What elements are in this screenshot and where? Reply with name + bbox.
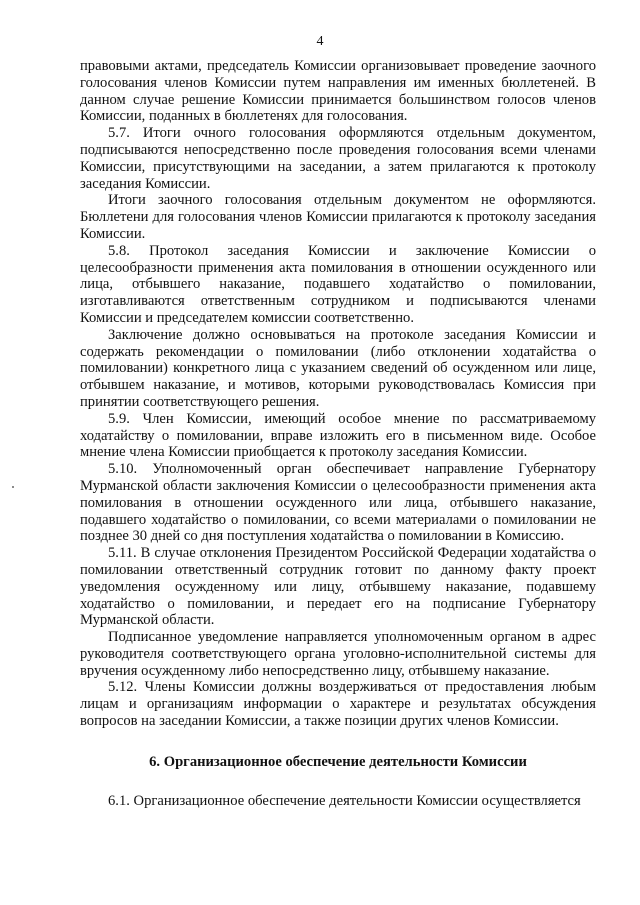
paragraph-5-9: 5.9. Член Комиссии, имеющий особое мнение по рассматриваемому ходатайству о помиловании, вправе изложить его в письменном виде. Особое мнение члена Комиссии приобщается к протоколу заседания Комиссии. [80,410,596,461]
paragraph-continuation: правовыми актами, председатель Комиссии организовывает проведение заочного голосования членов Комиссии путем направления им именных бюллетеней. В данном случае решение Комиссии принимается большинством голосов членов Комиссии, поданных в бюллетенях для голосования. [80,58,596,125]
margin-mark [12,486,14,488]
paragraph-5-11-notice: Подписанное уведомление направляется уполномоченным органом в адрес руководителя соответствующего органа уголовно-исполнительной системы для вручения осужденному либо непосредственно лицу, отбывшему наказание. [80,629,596,679]
paragraph-5-11: 5.11. В случае отклонения Президентом Российской Федерации ходатайства о помиловании ответственный сотрудник готовит по данному факту проект уведомления осужденному или лицу, отбывшему наказание, подавшему ходатайство о помиловании, и передает его на подписание Губернатору Мурманской области. [80,545,596,629]
paragraph-5-8-conclusion: Заключение должно основываться на протоколе заседания Комиссии и содержать рекомендации о помиловании (либо отклонении ходатайства о помиловании) конкретного лица с указанием сведений об осужденном или лице, отбывшем наказание, и мотивов, которыми руководствовалась Комиссия при принятии соответствующего решения. [80,326,596,410]
paragraph-6-1: 6.1. Организационное обеспечение деятельности Комиссии осуществляется [108,792,581,809]
paragraph-5-7: 5.7. Итоги очного голосования оформляются отдельным документом, подписываются непосредственно после проведения голосования всеми членами Комиссии, присутствующими на заседании, а затем прилагаются к протоколу заседания Комиссии. [80,125,596,192]
paragraph-5-12: 5.12. Члены Комиссии должны воздерживаться от предоставления любым лицам и организациям информации о характере и результатах обсуждения вопросов на заседании Комиссии, а также позиции других членов Комиссии. [80,679,596,730]
paragraph-5-8: 5.8. Протокол заседания Комиссии и заключение Комиссии о целесообразности применения акта помилования в отношении осужденного или лица, отбывшего наказание, подавшего ходатайство о помиловании, изготавливаются ответственным сотрудником и подписываются членами Комиссии и председателем комиссии соответственно. [80,242,596,326]
paragraph-5-7-absentee: Итоги заочного голосования отдельным документом не оформляются. Бюллетени для голосования членов Комиссии прилагаются к протоколу заседания Комиссии. [80,192,596,242]
paragraph-5-10: 5.10. Уполномоченный орган обеспечивает направление Губернатору Мурманской области заключения Комиссии о целесообразности применения акта помилования в отношении осужденного или лица, отбывшего наказание, подавшего ходатайство о помиловании, со всеми материалами о помиловании не позднее 30 дней со дня поступления ходатайства о помиловании в Комиссию. [80,461,596,545]
page-number: 4 [316,34,324,49]
document-body [80,58,596,809]
section-heading: 6. Организационное обеспечение деятельности Комиссии [149,753,527,770]
